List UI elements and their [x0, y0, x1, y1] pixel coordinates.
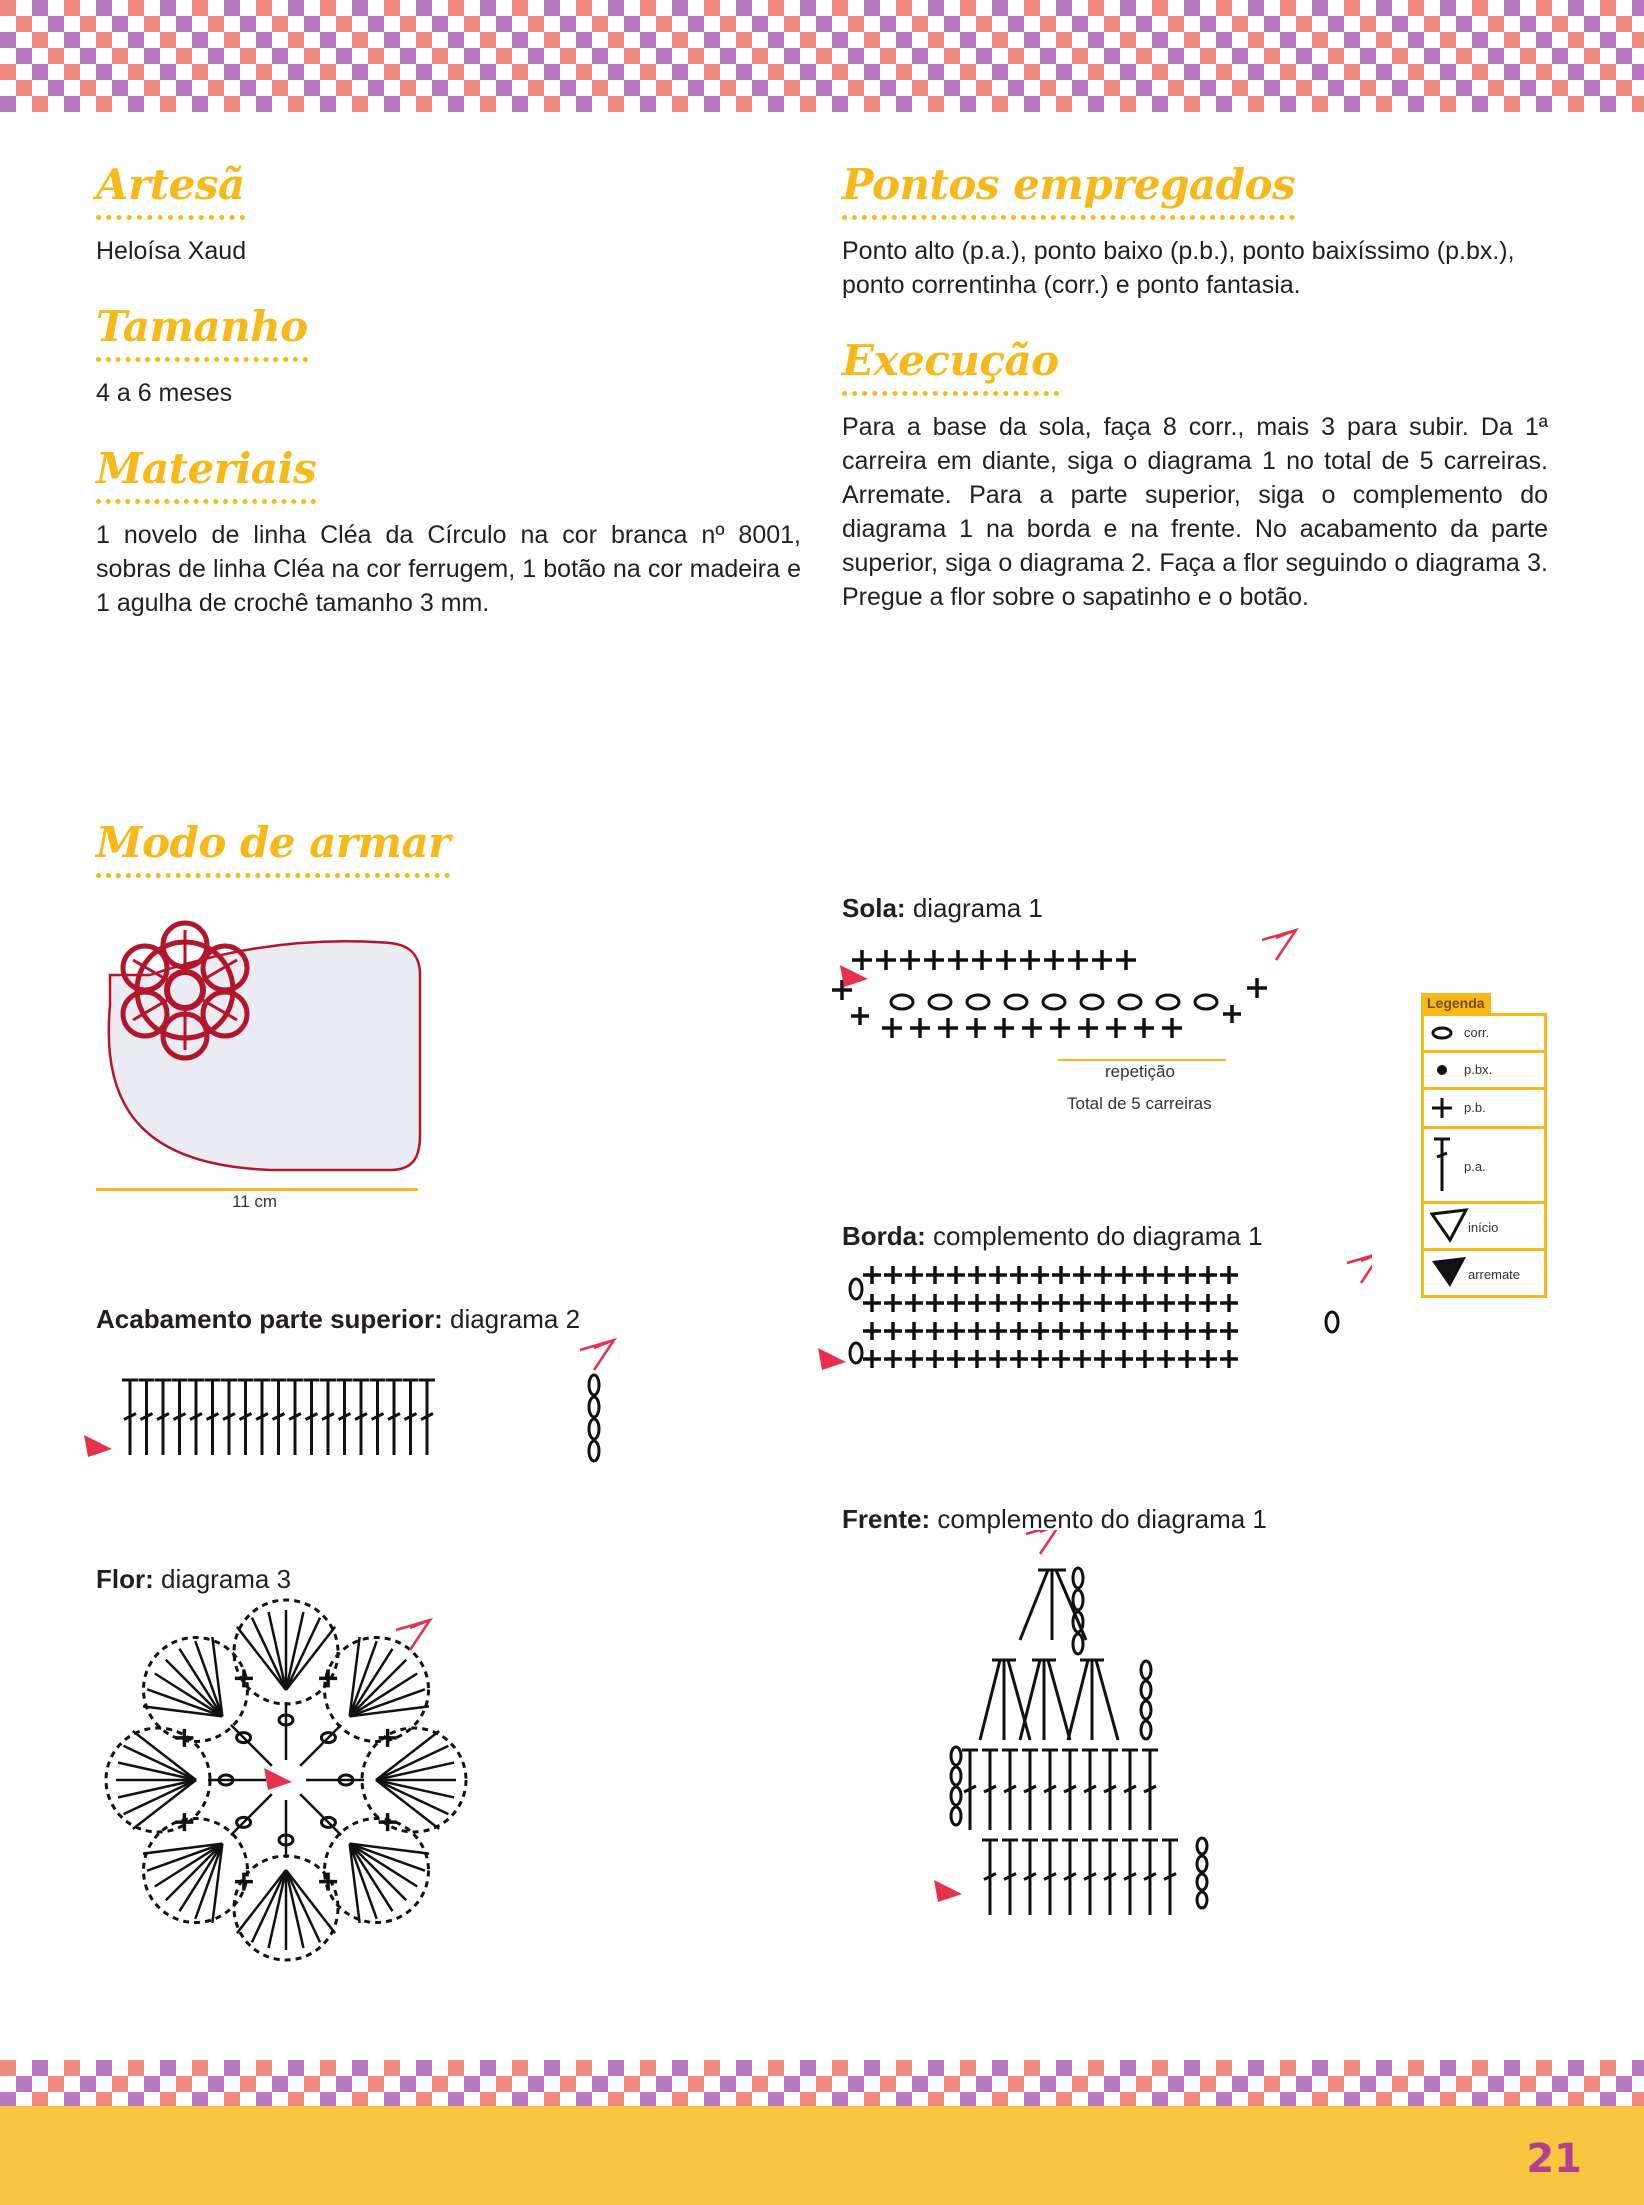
acabamento-title: Acabamento parte superior:: [96, 1304, 443, 1334]
single-cross-icon: [1430, 1096, 1454, 1120]
start-arrow-icon: [1430, 1208, 1470, 1244]
artesa-section: [96, 160, 801, 268]
execucao-text: Para a base da sola, faça 8 corr., mais 3 para subir. Da 1ª carreira em diante, siga o diagrama 1 no total de 5 carreiras. Arremate. Para a parte superior, siga o complemento do diagrama 1 na borda e na frente. No acabamento da parte superior, siga o diagrama 2. Faça a flor seguindo o diagrama 3. Pregue a flor sobre o sapatinho e o botão.: [842, 413, 1548, 611]
sola-title: Sola:: [842, 893, 906, 923]
acabamento-caption: [96, 1304, 580, 1335]
frente-diagram: [920, 1530, 1240, 1930]
slipper-shape: [109, 941, 420, 1170]
legend-item-inicio: [1424, 1204, 1544, 1251]
top-checker-border: [0, 0, 1644, 112]
footer-band: [0, 2106, 1644, 2205]
materiais-heading: Materiais: [96, 444, 316, 504]
chain-oval-icon: [1430, 1025, 1454, 1041]
total-label: Total de 5 carreiras: [1067, 1094, 1212, 1113]
right-column: [842, 160, 1548, 648]
artesa-heading: Artesã: [96, 160, 245, 220]
flor-title: Flor:: [96, 1564, 154, 1594]
legend-label-pa: p.a.: [1464, 1159, 1486, 1174]
modo-heading: Modo de armar: [96, 818, 450, 878]
slipper-illustration: [90, 915, 440, 1185]
measure-line: [96, 1188, 418, 1191]
pontos-heading: Pontos empregados: [842, 160, 1295, 220]
legend-item-pbx: [1424, 1053, 1544, 1090]
materiais-section: [96, 444, 801, 620]
repeat-label: repetição: [1105, 1062, 1175, 1081]
measure-label: 11 cm: [232, 1192, 278, 1211]
frente-subtitle: complemento do diagrama 1: [937, 1504, 1267, 1534]
legend-item-pa: [1424, 1129, 1544, 1204]
repeat-line: [1058, 1059, 1226, 1061]
sola-diagram: [822, 910, 1322, 1060]
pontos-text: Ponto alto (p.a.), ponto baixo (p.b.), ponto baixíssimo (p.bx.), ponto correntinha (corr.) e ponto fantasia.: [842, 237, 1515, 299]
legend-label-inicio: início: [1468, 1220, 1499, 1235]
frente-title: Frente:: [842, 1504, 931, 1534]
acabamento-subtitle: diagrama 2: [449, 1304, 581, 1334]
borda-diagram: [812, 1228, 1372, 1398]
legend-item-pb: [1424, 1090, 1544, 1129]
borda-subtitle: complemento do diagrama 1: [933, 1221, 1263, 1251]
legend-box: [1421, 1013, 1547, 1298]
execucao-heading: Execução: [842, 336, 1059, 396]
page-number: 21: [1526, 2136, 1582, 2182]
legend-label-pb: p.b.: [1464, 1100, 1486, 1115]
acabamento-diagram: [80, 1335, 640, 1475]
left-column: [96, 160, 801, 654]
legend-label-pbx: p.bx.: [1464, 1062, 1493, 1077]
materiais-text: 1 novelo de linha Cléa da Círculo na cor branca nº 8001, sobras de linha Cléa na cor ferrugem, 1 botão na cor madeira e 1 agulha de crochê tamanho 3 mm.: [96, 521, 801, 617]
legend-item-corr: [1424, 1016, 1544, 1053]
modo-section: [96, 818, 450, 878]
legend: [1421, 993, 1547, 1298]
legend-item-arremate: [1424, 1251, 1544, 1295]
legend-label-corr: corr.: [1464, 1025, 1490, 1040]
end-arrow-icon: [1430, 1255, 1470, 1291]
borda-title: Borda:: [842, 1221, 926, 1251]
tamanho-heading: Tamanho: [96, 302, 308, 362]
legend-label-arremate: arremate: [1468, 1267, 1521, 1282]
flor-subtitle: diagrama 3: [161, 1564, 292, 1594]
pontos-section: [842, 160, 1548, 302]
execucao-section: [842, 336, 1548, 614]
legend-title: Legenda: [1421, 993, 1491, 1013]
bottom-checker-border: [0, 2060, 1644, 2106]
artesa-text: Heloísa Xaud: [96, 237, 247, 265]
slip-dot-icon: [1430, 1062, 1454, 1078]
double-t-icon: [1430, 1135, 1454, 1195]
tamanho-text: 4 a 6 meses: [96, 379, 233, 407]
sola-subtitle: diagrama 1: [912, 893, 1043, 923]
flor-diagram: [96, 1590, 476, 1970]
tamanho-section: [96, 302, 801, 410]
